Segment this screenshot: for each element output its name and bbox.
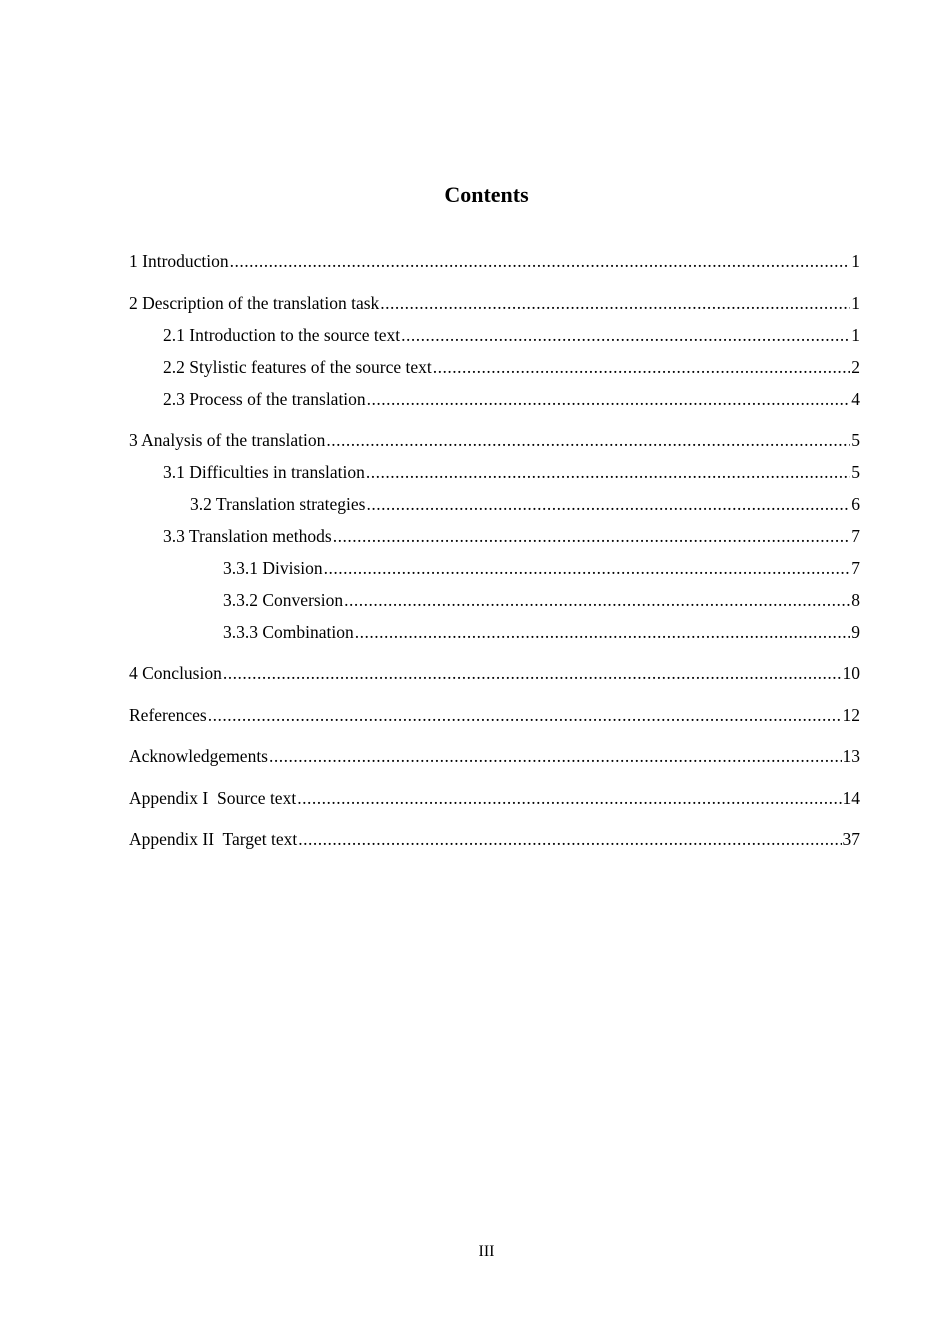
toc-entry-page: 5 <box>851 430 860 450</box>
toc-dot-leader <box>366 461 850 483</box>
toc-entry-label: 2.3 Process of the translation <box>163 389 366 409</box>
toc-entry-methods[interactable] <box>163 523 860 547</box>
toc-entry-page: 1 <box>851 325 860 345</box>
toc-entry-conversion[interactable] <box>223 587 860 611</box>
toc-entry-source-text-intro[interactable] <box>163 322 860 346</box>
toc-dot-leader <box>208 704 842 726</box>
toc-dot-leader <box>401 324 850 346</box>
toc-entry-appendix-source[interactable] <box>129 785 860 809</box>
toc-entry-label: References <box>129 705 207 725</box>
toc-entry-page: 13 <box>842 746 860 766</box>
toc-entry-label: 2 Description of the translation task <box>129 293 380 313</box>
toc-entry-acknowledgements[interactable] <box>129 743 860 767</box>
toc-dot-leader <box>223 662 842 684</box>
toc-entry-page: 8 <box>851 590 860 610</box>
toc-entry-label: 3.1 Difficulties in translation <box>163 462 365 482</box>
toc-entry-description[interactable] <box>129 290 860 314</box>
toc-entry-label: Acknowledgements <box>129 746 268 766</box>
toc-dot-leader <box>298 828 841 850</box>
toc-entry-page: 2 <box>851 357 860 377</box>
toc-entry-page: 37 <box>842 829 860 849</box>
toc-entry-strategies[interactable] <box>190 491 860 515</box>
toc-entry-label: 2.1 Introduction to the source text <box>163 325 401 345</box>
toc-entry-page: 5 <box>851 462 860 482</box>
toc-entry-label: 3.2 Translation strategies <box>190 494 366 514</box>
toc-entry-label: 4 Conclusion <box>129 663 222 683</box>
toc-entry-division[interactable] <box>223 555 860 579</box>
toc-dot-leader <box>433 356 851 378</box>
toc-entry-label: 3 Analysis of the translation <box>129 430 326 450</box>
toc-entry-conclusion[interactable] <box>129 660 860 684</box>
page-title: Contents <box>444 182 529 207</box>
toc-entry-page: 10 <box>842 663 860 683</box>
toc-dot-leader <box>324 557 851 579</box>
toc-entry-label: 2.2 Stylistic features of the source text <box>163 357 432 377</box>
toc-entry-analysis[interactable] <box>129 427 860 451</box>
toc-dot-leader <box>230 250 851 272</box>
toc-dot-leader <box>380 292 850 314</box>
toc-dot-leader <box>355 621 850 643</box>
toc-entry-label: Appendix II Target text <box>129 829 298 849</box>
toc-entry-label: Appendix I Source text <box>129 788 297 808</box>
toc-entry-label: 3.3 Translation methods <box>163 526 332 546</box>
toc-entry-page: 6 <box>851 494 860 514</box>
toc-entry-page: 7 <box>851 558 860 578</box>
toc-entry-page: 12 <box>842 705 860 725</box>
toc-entry-label: 3.3.2 Conversion <box>223 590 344 610</box>
toc-entry-references[interactable] <box>129 702 860 726</box>
toc-entry-process[interactable] <box>163 386 860 410</box>
toc-entry-page: 9 <box>851 622 860 642</box>
toc-entry-page: 7 <box>851 526 860 546</box>
toc-dot-leader <box>326 429 850 451</box>
toc-entry-page: 4 <box>851 389 860 409</box>
toc-dot-leader <box>269 745 842 767</box>
toc-entry-label: 1 Introduction <box>129 251 229 271</box>
page-number: III <box>478 1243 495 1260</box>
toc-entry-label: 3.3.1 Division <box>223 558 323 578</box>
toc-entry-introduction[interactable] <box>129 248 860 272</box>
toc-entry-stylistic-features[interactable] <box>163 354 860 378</box>
toc-entry-page: 1 <box>851 293 860 313</box>
toc-entry-appendix-target[interactable] <box>129 826 860 850</box>
toc-dot-leader <box>333 525 851 547</box>
toc-dot-leader <box>344 589 850 611</box>
toc-entry-difficulties[interactable] <box>163 459 860 483</box>
toc-entry-page: 14 <box>842 788 860 808</box>
toc-entry-label: 3.3.3 Combination <box>223 622 354 642</box>
toc-dot-leader <box>297 787 841 809</box>
toc-dot-leader <box>366 493 850 515</box>
toc-dot-leader <box>367 388 851 410</box>
toc-entry-page: 1 <box>851 251 860 271</box>
toc-entry-combination[interactable] <box>223 619 860 643</box>
